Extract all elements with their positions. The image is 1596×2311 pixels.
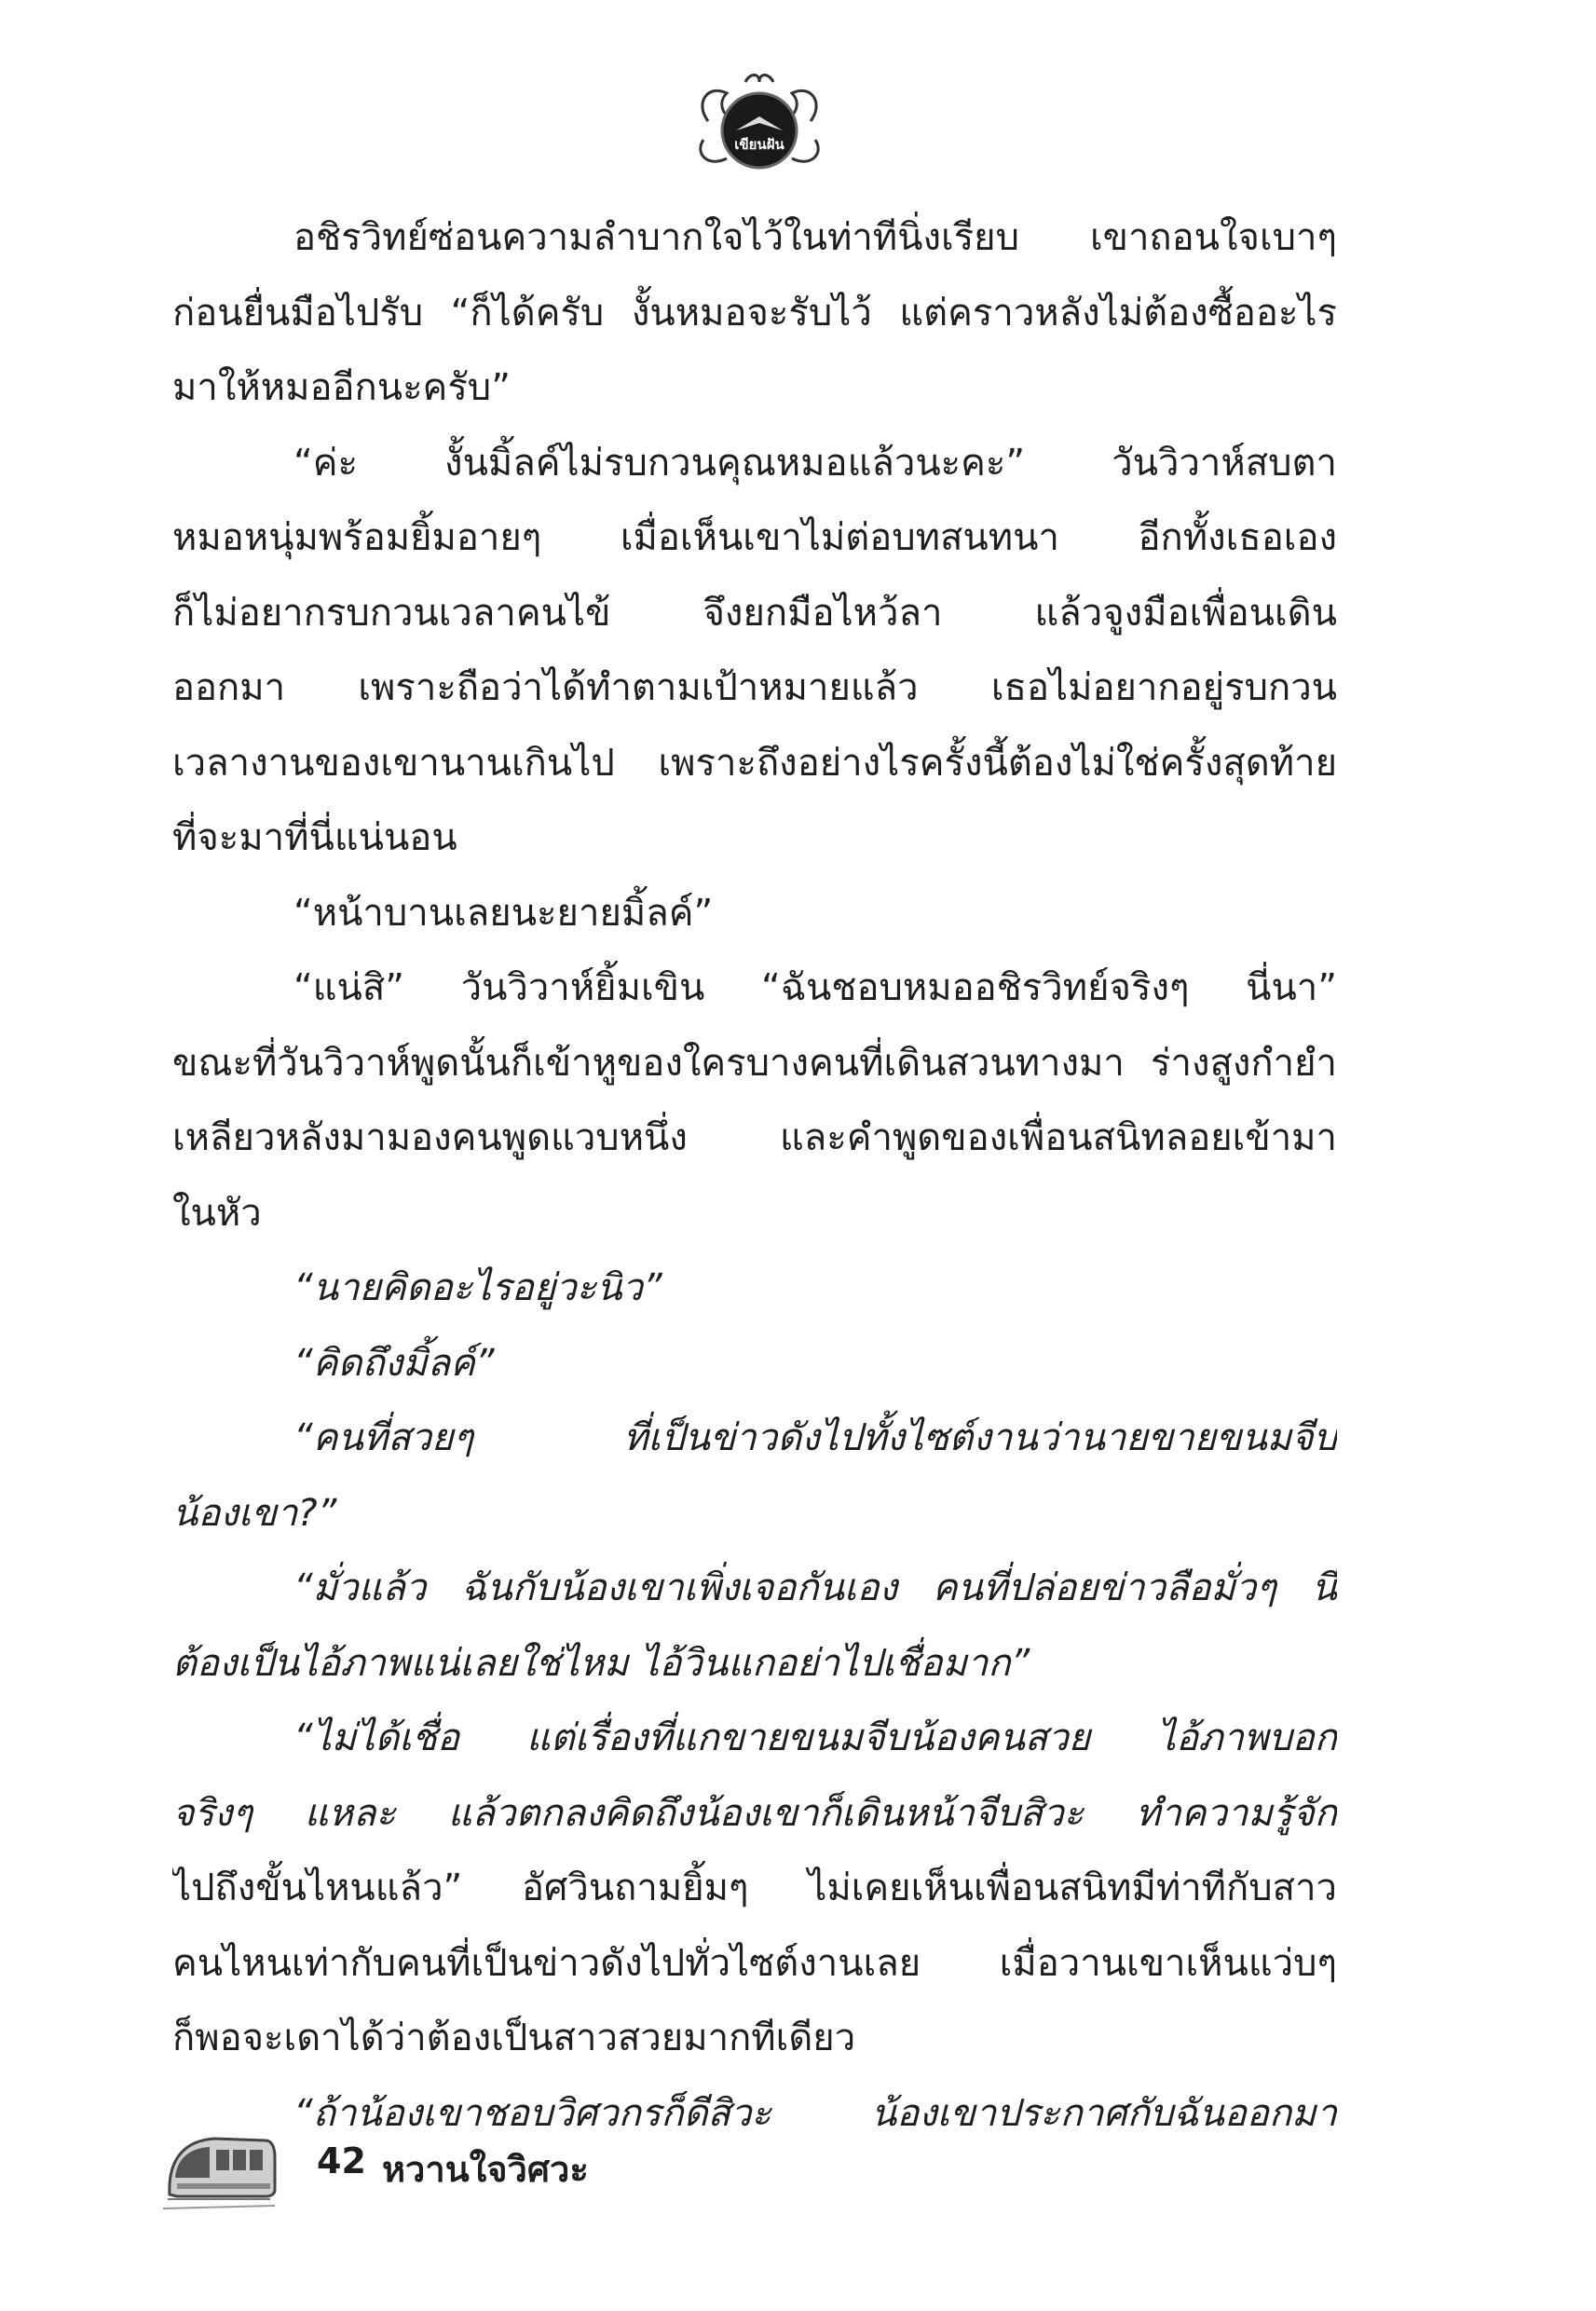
logo-text: เขียนฝัน [734,136,784,153]
text-line: “ถ้าน้องเขาชอบวิศวกรก็ดีสิวะ น้องเขาประกาศกับฉันออกมา [293,2091,1337,2135]
text-line: ในหัว [172,1191,262,1235]
publisher-logo [689,65,829,182]
text-line: ต้องเป็นไอ้ภาพแน่เลยใช่ไหม ไอ้วินแกอย่าไปเชื่อมาก” [172,1641,1030,1685]
text-line: อชิรวิทย์ซ่อนความลำบากใจไว้ในท่าทีนิ่งเรียบ เขาถอนใจเบาๆ [293,216,1337,259]
text-line: เวลางานของเขานานเกินไป เพราะถึงอย่างไรครั้งนี้ต้องไม่ใช่ครั้งสุดท้าย [172,741,1337,785]
text-line: “มั่วแล้ว ฉันกับน้องเขาเพิ่งเจอกันเอง คนที่ปล่อยข่าวลือมั่วๆ นี่ [293,1566,1337,1609]
text-line: จริงๆ แหละ แล้วตกลงคิดถึงน้องเขาก็เดินหน้าจีบสิวะ ทำความรู้จัก [172,1791,1337,1835]
page-number: 42 [317,2140,366,2181]
logo-emblem-icon [689,65,829,182]
text-line: น้องเขา?” [172,1491,337,1535]
book-title: หวานใจวิศวะ [382,2149,589,2190]
text-line: ก็ไม่อยากรบกวนเวลาคนไข้ จึงยกมือไหว้ลา แล้วจูงมือเพื่อนเดิน [172,591,1337,635]
text-line: “คนที่สวยๆ ที่เป็นข่าวดังไปทั้งไซต์งานว่านายขายขนมจีบ [293,1416,1337,1459]
text-line: ก็พอจะเดาได้ว่าต้องเป็นสาวสวยมากทีเดียว [172,2017,856,2059]
text-line: เหลียวหลังมามองคนพูดแวบหนึ่ง และคำพูดของเพื่อนสนิทลอยเข้ามา [172,1116,1337,1159]
text-line: “ค่ะ งั้นมิ้ลค์ไม่รบกวนคุณหมอแล้วนะคะ” วันวิวาห์สบตา [293,441,1337,485]
text-line: “คิดถึงมิ้ลค์” [293,1341,495,1385]
text-line: หมอหนุ่มพร้อมยิ้มอายๆ เมื่อเห็นเขาไม่ต่อบทสนทนา อีกทั้งเธอเอง [172,516,1337,559]
train-icon [158,2120,280,2213]
text-line: ออกมา เพราะถือว่าได้ทำตามเป้าหมายแล้ว เธอไม่อยากอยู่รบกวน [172,666,1337,709]
page-footer [158,2120,811,2213]
text-line: ขณะที่วันวิวาห์พูดนั้นก็เข้าหูของใครบางคนที่เดินสวนทางมา ร่างสูงกำยำ [172,1041,1337,1085]
text-line: ที่จะมาที่นี่แน่นอน [172,816,457,859]
text-line: มาให้หมออีกนะครับ” [172,366,511,409]
text-line: “ไม่ได้เชื่อ แต่เรื่องที่แกขายขนมจีบน้องคนสวย ไอ้ภาพบอก [293,1716,1337,1759]
text-line: “แน่สิ” วันวิวาห์ยิ้มเขิน “ฉันชอบหมออชิรวิทย์จริงๆ นี่นา” [293,966,1337,1009]
text-line: คนไหนเท่ากับคนที่เป็นข่าวดังไปทั่วไซต์งานเลย เมื่อวานเขาเห็นแว่บๆ [172,1941,1337,1985]
text-line: “หน้าบานเลยนะยายมิ้ลค์” [293,891,714,935]
text-line: ก่อนยื่นมือไปรับ “ก็ได้ครับ งั้นหมอจะรับไว้ แต่คราวหลังไม่ต้องซื้ออะไร [172,291,1337,335]
body-text [172,200,1337,2151]
text-line: “นายคิดอะไรอยู่วะนิว” [293,1266,662,1309]
text-line: ไปถึงขั้นไหนแล้ว” อัศวินถามยิ้มๆ ไม่เคยเห็นเพื่อนสนิทมีท่าทีกับสาว [172,1867,1337,1909]
